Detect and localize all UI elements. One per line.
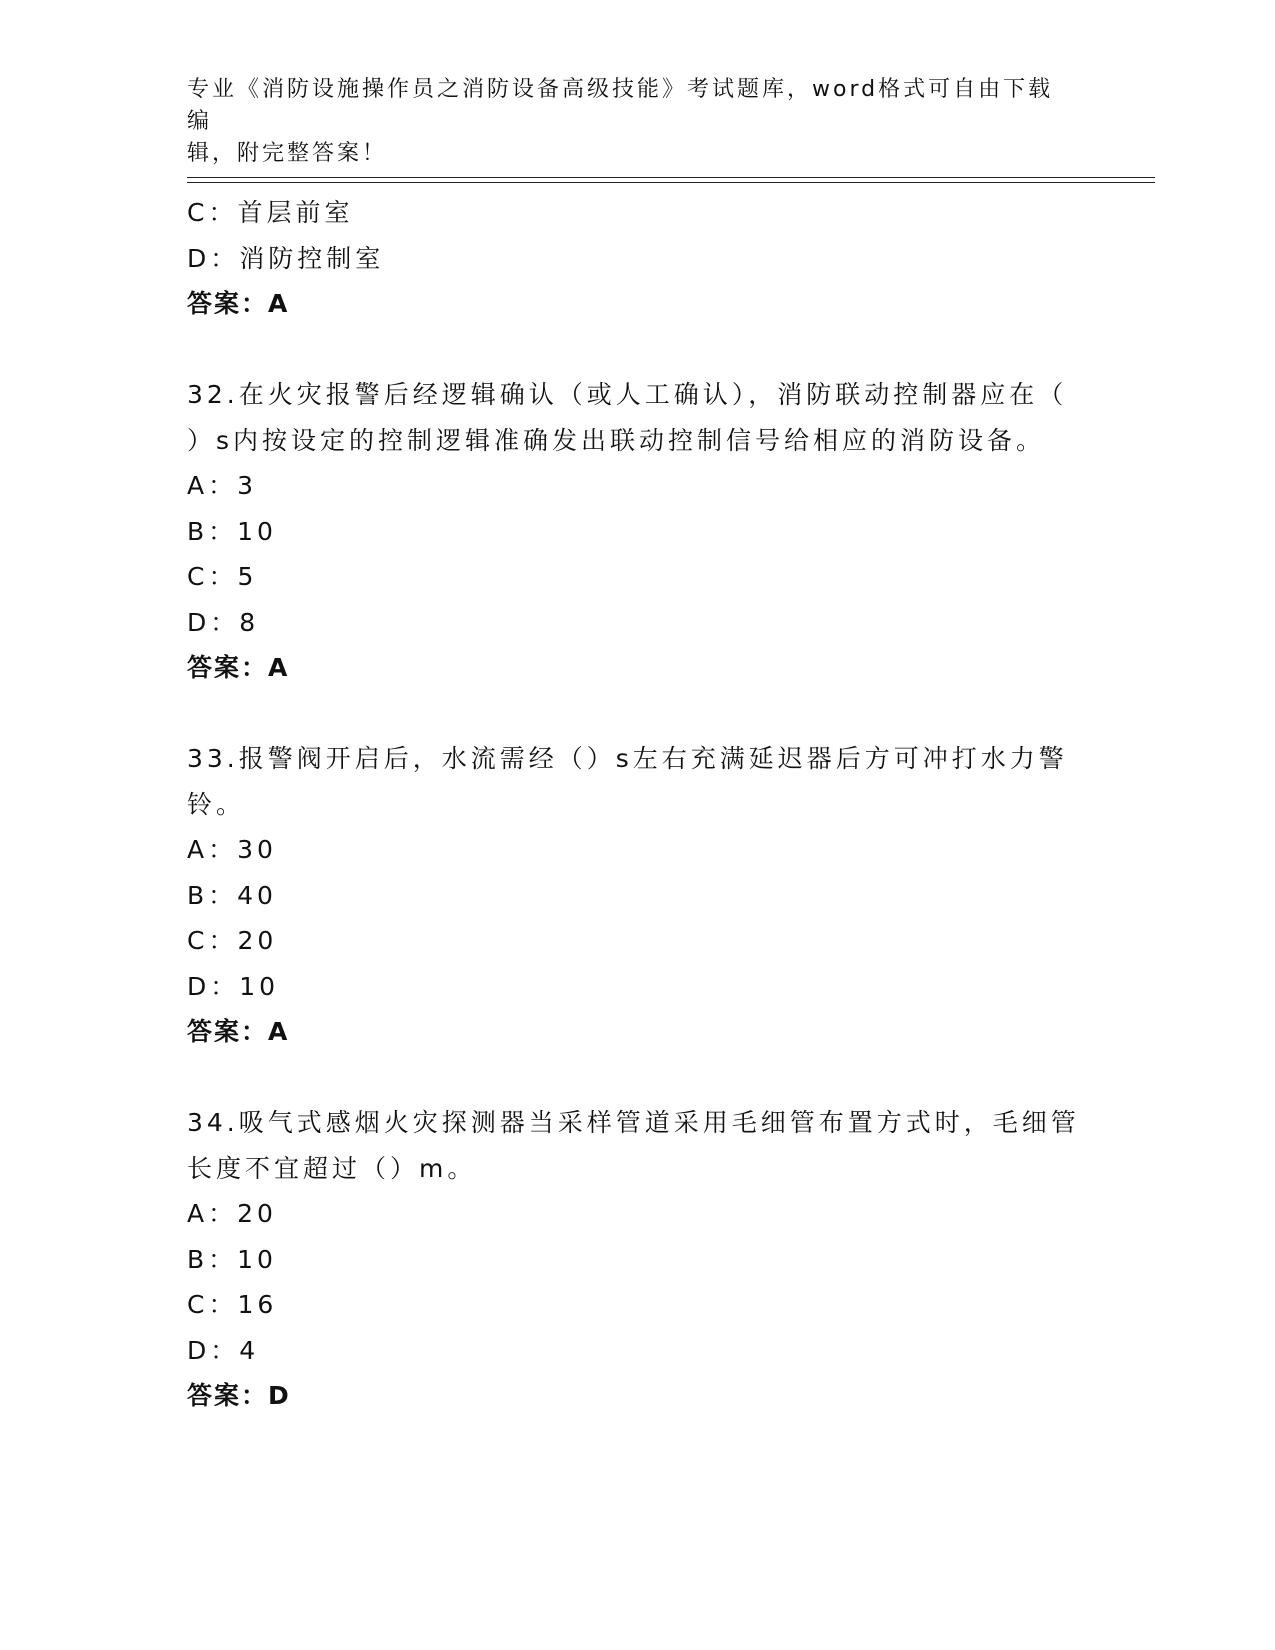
question-block-33 xyxy=(187,736,1087,1055)
answer-line: 答案：A xyxy=(187,1017,290,1046)
question-text: 34.吸气式感烟火灾探测器当采样管道采用毛细管布置方式时，毛细管 xyxy=(187,1108,1080,1137)
option-c: C：5 xyxy=(187,562,258,591)
question-text: 32.在火灾报警后经逻辑确认（或人工确认），消防联动控制器应在（ xyxy=(187,380,1068,409)
answer-line: 答案：D xyxy=(187,1381,291,1410)
option-b: B：10 xyxy=(187,1244,277,1274)
question-text: 33.报警阀开启后，水流需经（）s左右充满延迟器后方可冲打水力警 xyxy=(187,744,1068,773)
option-d: D：10 xyxy=(187,971,280,1001)
question-text-cont: 长度不宜超过（）m。 xyxy=(187,1153,477,1183)
document-header xyxy=(187,74,1067,170)
question-block-34 xyxy=(187,1100,1087,1419)
option-b: B：10 xyxy=(187,516,277,546)
spacer xyxy=(187,691,1087,737)
question-text-cont: 铃。 xyxy=(187,789,246,819)
option-c: C：20 xyxy=(187,926,278,955)
answer-line: 答案：A xyxy=(187,289,290,318)
answer-line: 答案：A xyxy=(187,653,290,682)
header-line-2: 辑，附完整答案！ xyxy=(187,141,388,166)
option-b: B：40 xyxy=(187,880,277,910)
spacer xyxy=(187,327,1087,373)
option-c: C：首层前室 xyxy=(187,198,354,227)
option-c: C：16 xyxy=(187,1290,278,1319)
option-a: A：30 xyxy=(187,835,277,864)
question-text-cont: ）s内按设定的控制逻辑准确发出联动控制信号给相应的消防设备。 xyxy=(187,425,1046,455)
header-divider-bottom xyxy=(187,182,1155,183)
header-line-1: 专业《消防设施操作员之消防设备高级技能》考试题库，word格式可自由下载编 xyxy=(187,77,1054,134)
question-block-31 xyxy=(187,190,1087,327)
question-list xyxy=(187,190,1087,1419)
header-divider-top xyxy=(187,177,1155,178)
option-d: D：4 xyxy=(187,1335,260,1365)
question-block-32 xyxy=(187,372,1087,691)
option-d: D：消防控制室 xyxy=(187,243,385,273)
option-a: A：3 xyxy=(187,471,258,500)
option-d: D：8 xyxy=(187,607,260,637)
spacer xyxy=(187,1055,1087,1101)
option-a: A：20 xyxy=(187,1199,277,1228)
